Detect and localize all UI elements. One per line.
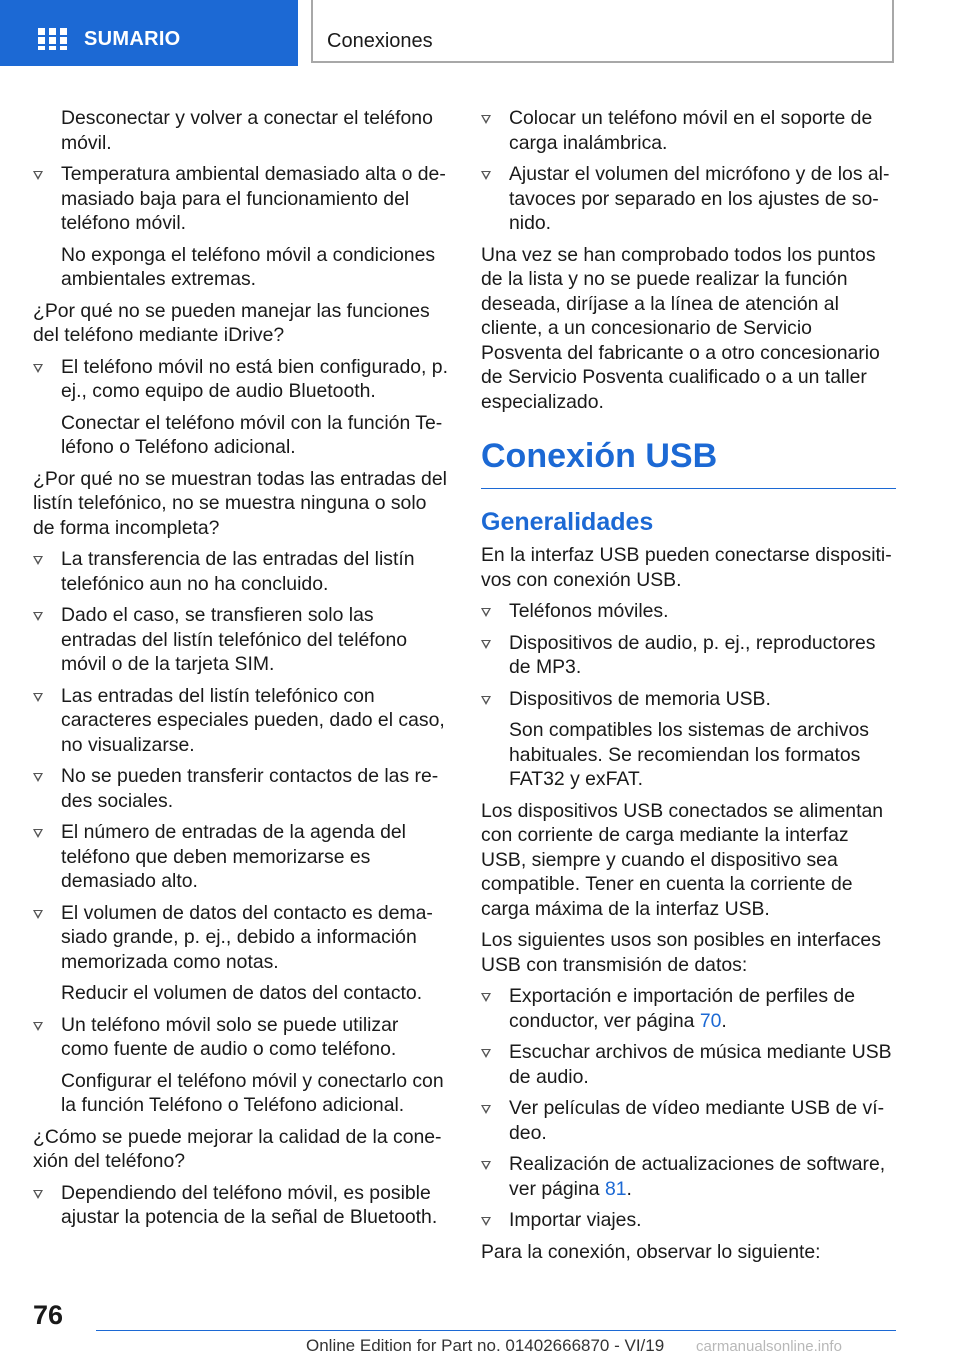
triangle-bullet-icon bbox=[33, 910, 43, 919]
triangle-bullet-icon bbox=[33, 612, 43, 621]
list-item: Dado el caso, se transfieren solo las entradas del listín telefónico del teléfono móvil o de la tarjeta SIM. bbox=[33, 603, 448, 677]
list-item: El teléfono móvil no está bien configurado, p. ej., como equipo de audio Bluetooth. bbox=[33, 355, 448, 404]
triangle-bullet-icon bbox=[481, 1217, 491, 1226]
triangle-bullet-icon bbox=[33, 171, 43, 180]
grid-menu-icon bbox=[38, 28, 68, 52]
list-item: No se pueden transferir contactos de las redes sociales. bbox=[33, 764, 448, 813]
list-item: Un teléfono móvil solo se puede utilizar como fuente de audio o como teléfono. bbox=[33, 1013, 448, 1062]
triangle-bullet-icon bbox=[481, 608, 491, 617]
triangle-bullet-icon bbox=[33, 1022, 43, 1031]
triangle-bullet-icon bbox=[481, 993, 491, 1002]
list-item: Dispositivos de audio, p. ej., reproductores de MP3. bbox=[481, 631, 896, 680]
list-item: Las entradas del listín telefónico con caracteres especiales pueden, dado el caso, no visualizarse. bbox=[33, 684, 448, 758]
list-item: La transferencia de las entradas del listín telefónico aun no ha concluido. bbox=[33, 547, 448, 596]
top-navigation-bar bbox=[0, 0, 960, 66]
list-item: Realización de actualizaciones de software, ver página 81. bbox=[481, 1152, 896, 1201]
triangle-bullet-icon bbox=[481, 696, 491, 705]
watermark: carmanualsonline.info bbox=[696, 1338, 842, 1355]
triangle-bullet-icon bbox=[33, 556, 43, 565]
question-paragraph: ¿Cómo se puede mejorar la calidad de la conexión del teléfono? bbox=[33, 1125, 442, 1172]
heading-rule bbox=[481, 488, 896, 489]
sumario-button[interactable] bbox=[0, 0, 298, 66]
triangle-bullet-icon bbox=[481, 115, 491, 124]
bullet-continuation: Desconectar y volver a conectar el teléfono móvil. bbox=[61, 107, 433, 154]
list-item: El número de entradas de la agenda del teléfono que deben memorizarse es demasiado alto. bbox=[33, 820, 448, 894]
triangle-bullet-icon bbox=[33, 364, 43, 373]
body-paragraph: En la interfaz USB pueden conectarse dispositivos con conexión USB. bbox=[481, 544, 892, 591]
list-item-detail: Conectar el teléfono móvil con la función Teléfono o Teléfono adicional. bbox=[61, 411, 443, 458]
subsection-heading: Generalidades bbox=[481, 508, 654, 536]
body-paragraph: Los siguientes usos son posibles en interfaces USB con transmisión de datos: bbox=[481, 929, 881, 976]
list-item: Importar viajes. bbox=[481, 1208, 896, 1233]
triangle-bullet-icon bbox=[481, 1105, 491, 1114]
page-number: 76 bbox=[33, 1300, 64, 1330]
triangle-bullet-icon bbox=[33, 1190, 43, 1199]
body-paragraph: Los dispositivos USB conectados se alimentan con corriente de carga mediante la interfaz USB, siempre y cuando el dispositivo sea compatible. Tener en cuenta la corriente de carga máxima de la interfaz USB. bbox=[481, 799, 884, 920]
question-paragraph: ¿Por qué no se muestran todas las entradas del listín telefónico, no se muestra ninguna o solo de forma incompleta? bbox=[33, 467, 447, 539]
triangle-bullet-icon bbox=[481, 640, 491, 649]
triangle-bullet-icon bbox=[481, 1161, 491, 1170]
section-title: Conexiones bbox=[327, 30, 433, 52]
sumario-label: SUMARIO bbox=[84, 28, 181, 50]
list-item-detail: Son compatibles los sistemas de archivos habituales. Se recomiendan los formatos FAT32 y exFAT. bbox=[509, 719, 869, 790]
edition-footer: Online Edition for Part no. 01402666870 - VI/19 bbox=[306, 1336, 665, 1355]
triangle-bullet-icon bbox=[33, 829, 43, 838]
list-item: Ver películas de vídeo mediante USB de vídeo. bbox=[481, 1096, 896, 1145]
section-heading: Conexión USB bbox=[481, 437, 718, 475]
section-tab[interactable] bbox=[311, 0, 894, 63]
list-item: Temperatura ambiental demasiado alta o demasiado baja para el funcionamiento del teléfono móvil. bbox=[33, 162, 448, 236]
list-item-detail: No exponga el teléfono móvil a condiciones ambientales extremas. bbox=[61, 243, 436, 290]
right-column bbox=[481, 100, 896, 1271]
list-item: Exportación e importación de perfiles de conductor, ver página 70. bbox=[481, 984, 896, 1033]
triangle-bullet-icon bbox=[33, 773, 43, 782]
page-link-70[interactable]: 70 bbox=[699, 1009, 722, 1032]
list-item: Dispositivos de memoria USB. bbox=[481, 687, 896, 712]
list-item: Dependiendo del teléfono móvil, es posible ajustar la potencia de la señal de Bluetooth. bbox=[33, 1181, 448, 1230]
triangle-bullet-icon bbox=[481, 1049, 491, 1058]
list-item: Colocar un teléfono móvil en el soporte de carga inalámbrica. bbox=[481, 106, 896, 155]
left-column bbox=[33, 100, 448, 1237]
list-item: Escuchar archivos de música mediante USB de audio. bbox=[481, 1040, 896, 1089]
triangle-bullet-icon bbox=[481, 171, 491, 180]
body-paragraph: Para la conexión, observar lo siguiente: bbox=[481, 1240, 821, 1263]
list-item: Ajustar el volumen del micrófono y de los altavoces por separado en los ajustes de sonido. bbox=[481, 162, 896, 236]
question-paragraph: ¿Por qué no se pueden manejar las funciones del teléfono mediante iDrive? bbox=[33, 299, 430, 346]
page-link-81[interactable]: 81 bbox=[604, 1177, 627, 1200]
body-paragraph: Una vez se han comprobado todos los puntos de la lista y no se puede realizar la función deseada, diríjase a la línea de atención al cliente, a un concesionario de Servicio Posventa del fabricante o a otro concesionario de Servicio Posventa cualificado o a un taller especializado. bbox=[481, 243, 880, 413]
list-item: El volumen de datos del contacto es demasiado grande, p. ej., debido a información memorizada como notas. bbox=[33, 901, 448, 975]
list-item: Teléfonos móviles. bbox=[481, 599, 896, 624]
triangle-bullet-icon bbox=[33, 693, 43, 702]
footer-rule bbox=[96, 1330, 896, 1331]
list-item-detail: Configurar el teléfono móvil y conectarlo con la función Teléfono o Teléfono adicional. bbox=[61, 1069, 444, 1116]
list-item-detail: Reducir el volumen de datos del contacto. bbox=[61, 982, 423, 1004]
